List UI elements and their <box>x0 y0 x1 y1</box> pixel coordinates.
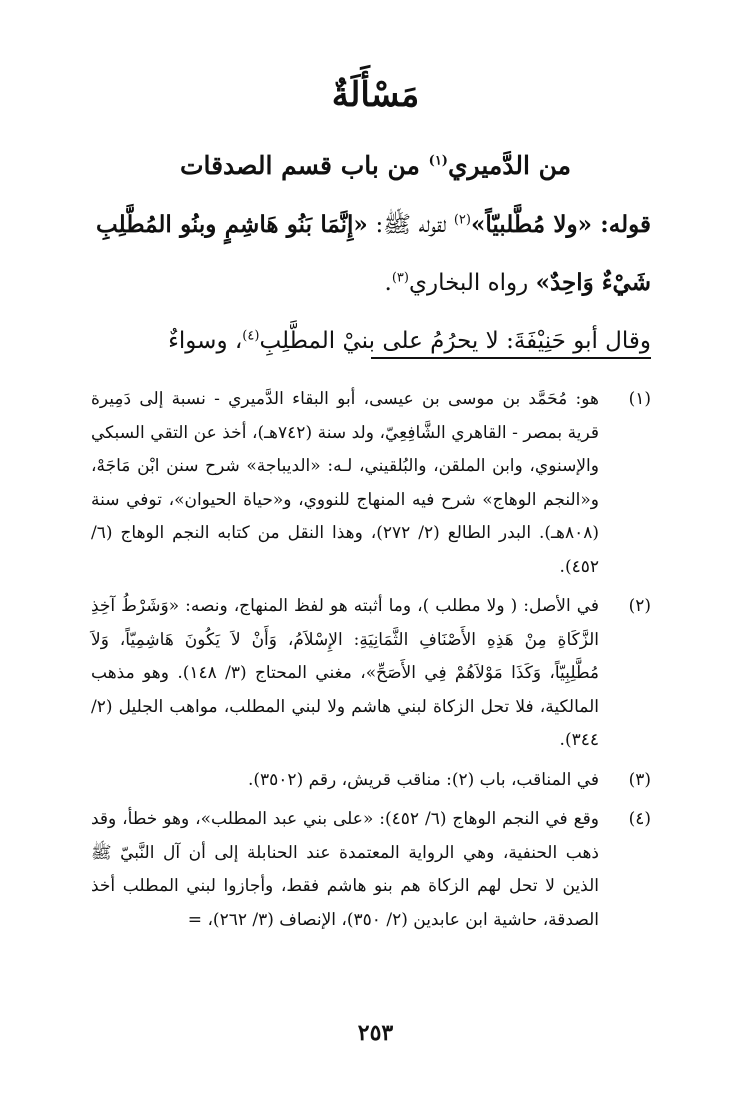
footnote-divider <box>371 357 651 359</box>
footnote-number: (٣) <box>628 769 651 790</box>
sentence-end: . <box>384 270 392 296</box>
abu-hanifa-text: وقال أبو حَنِيْفَةَ: لا يحرُمُ على بنيْ المطَّلِبِ <box>259 328 651 354</box>
footnote-text: هو: مُحَمَّد بن موسى بن عيسى، أبو البقاء الدَّميري - نسبة إلى دَمِيرة قرية بمصر - القاهري الشَّافِعِيّ، ولد سنة (٧٤٢هـ)، أخذ عن التقي السبكي والإسنوي، وابن الملقن، والبُلقيني، لـه: «الديباجة» شرح سنن ابْن مَاجَهْ، و«النجم الوهاج» شرح فيه المنهاج للنووي، و«حياة الحيوان»، توفي سنة (٨٠٨هـ). البدر الطالع (٢/ ٢٧٢)، وهذا النقل من كتابه النجم الوهاج (٦/ ٤٥٢). <box>91 389 600 577</box>
source-text: رواه البخاري <box>408 270 536 296</box>
main-paragraph-2 <box>96 312 651 370</box>
page-number: ٢٥٣ <box>357 1020 394 1046</box>
footnote-number: (١) <box>628 389 651 409</box>
hadith-text: «إِنَّمَا بَنُو هَاشِمٍ وبنُو المُطَّلِبِ شَيْءٌ وَاحِدٌ» <box>96 211 651 296</box>
footnote-text: وقع في النجم الوهاج (٦/ ٤٥٢): «على بني عبد المطلب»، وهو خطأ، وقد ذهب الحنفية، وهي الرواية المعتمدة عند الحنابلة إلى أن آل النَّبيّ ﷺ الذين لا تحل لهم الزكاة هم بنو هاشم فقط، وأجازوا لبني المطلب أخذ الصدقة، حاشية ابن عابدين (٢/ ٣٥٠)، الإنصاف (٣/ ٢٦٢)، = <box>91 809 599 930</box>
title-text-b: من باب قسم الصدقات <box>179 151 429 180</box>
footnote-number: (٤) <box>628 809 651 829</box>
continuation-text: ، وسواءٌ <box>168 328 243 354</box>
footnote-item <box>91 803 651 937</box>
title-footnote-ref: (١) <box>428 153 448 169</box>
footnote-ref-3: (٣) <box>391 270 409 286</box>
footnotes <box>91 383 651 943</box>
ornament-heading: مَسْأَلَةٌ <box>331 75 420 115</box>
main-paragraph-1 <box>96 196 651 312</box>
quote-intro: لقوله ﷺ: <box>367 212 454 238</box>
title-text-a: من الدَّميري <box>447 151 572 180</box>
section-title <box>0 148 751 184</box>
footnote-text: في الأصل: ( ولا مطلب )، وما أثبته هو لفظ المنهاج، ونصه: «وَشَرْطُ آخِذِ الزَّكَاةِ مِنْ هَذِهِ الأَصْنَافِ الثَّمَانِيَةِ: الإِسْلاَمُ، وَأَنْ لاَ يَكُونَ هَاشِمِيّاً، وَلاَ مُطَّلِبِيّاً، وَكَذَا مَوْلاَهُمْ فِي الأَصَحِّ»، مغني المحتاج (٣/ ١٤٨). وهو مذهب المالكية، فلا تحل الزكاة لبني هاشم ولا لبني المطلب، مواهب الجليل (٢/ ٣٤٤). <box>91 596 599 750</box>
footnote-item <box>91 764 651 798</box>
quote-text: قوله: «ولا مُطَّلبيّاً» <box>470 211 652 238</box>
footnote-item <box>91 590 651 758</box>
footnote-ref-4: (٤) <box>242 328 260 344</box>
footnote-text: في المناقب، باب (٢): مناقب قريش، رقم (٣٥٠٢). <box>247 769 599 790</box>
footnote-item <box>91 383 651 584</box>
main-text <box>96 196 651 370</box>
footnote-number: (٢) <box>628 596 651 616</box>
footnote-ref-2: (٢) <box>453 212 471 228</box>
